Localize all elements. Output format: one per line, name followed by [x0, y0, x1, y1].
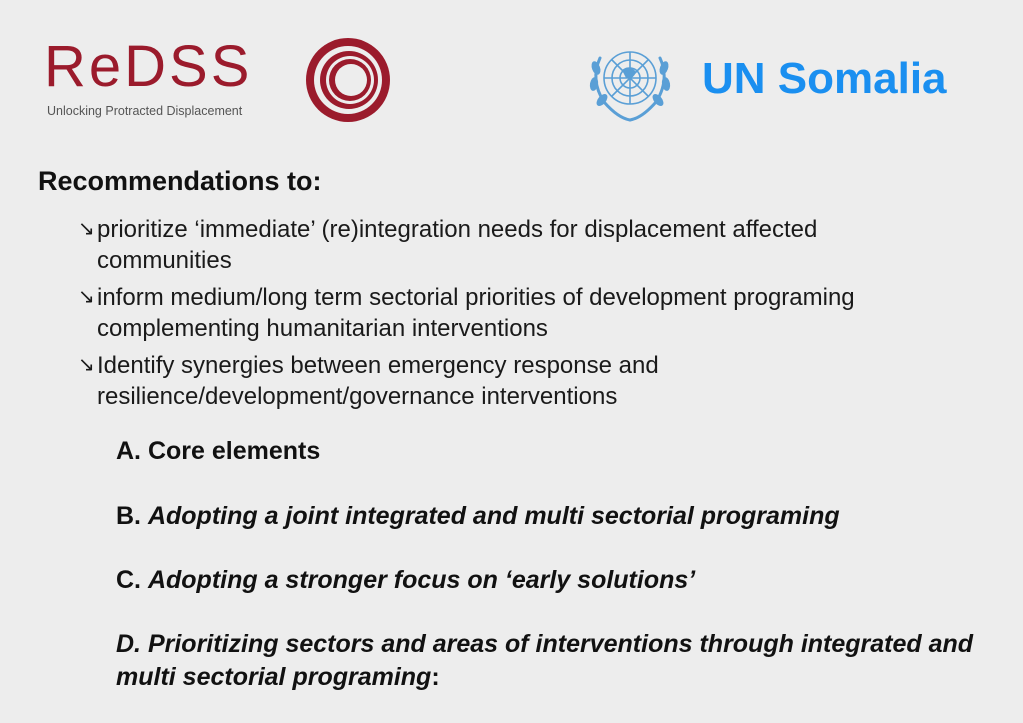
redss-tagline: Unlocking Protracted Displacement [47, 104, 243, 118]
recommendation-line-1: prioritize ‘immediate’ (re)integration needs for displacement affected [97, 216, 818, 243]
arrow-down-right-icon: ↘ [78, 286, 95, 308]
recommendation-list [78, 214, 998, 418]
recommendation-line-2: communities [97, 247, 232, 274]
redss-wordmark: ReDSS [44, 34, 253, 99]
section-d [116, 628, 976, 694]
section-b-text: Adopting a joint integrated and multi sectorial programing [147, 502, 840, 530]
section-a-core-elements: A. Core elements [116, 437, 321, 465]
recommendation-item [78, 214, 998, 276]
recommendation-line-1: Identify synergies between emergency response and [97, 352, 659, 379]
un-emblem-icon [582, 34, 678, 126]
section-d-suffix: : [431, 663, 440, 691]
redss-ring-icon [302, 34, 394, 126]
arrow-down-right-icon: ↘ [78, 354, 95, 376]
un-somalia-title: UN Somalia [702, 54, 947, 103]
un-logo [580, 32, 1000, 127]
section-b-prefix: B. [116, 502, 148, 530]
redss-logo [44, 34, 404, 124]
recommendation-line-2: resilience/development/governance interventions [97, 383, 618, 410]
recommendation-item [78, 350, 998, 412]
recommendation-line-2: complementing humanitarian interventions [97, 315, 548, 342]
section-c [116, 564, 695, 597]
arrow-down-right-icon: ↘ [78, 218, 95, 240]
section-c-prefix: C. [116, 566, 148, 594]
section-d-text: D. Prioritizing sectors and areas of interventions through integrated and multi sectorial programing [116, 630, 974, 691]
recommendations-heading: Recommendations to: [38, 166, 322, 196]
recommendation-line-1: inform medium/long term sectorial priorities of development programing [97, 284, 855, 311]
recommendation-item [78, 282, 998, 344]
section-b [116, 500, 840, 533]
section-c-text: Adopting a stronger focus on ‘early solutions’ [147, 566, 696, 594]
